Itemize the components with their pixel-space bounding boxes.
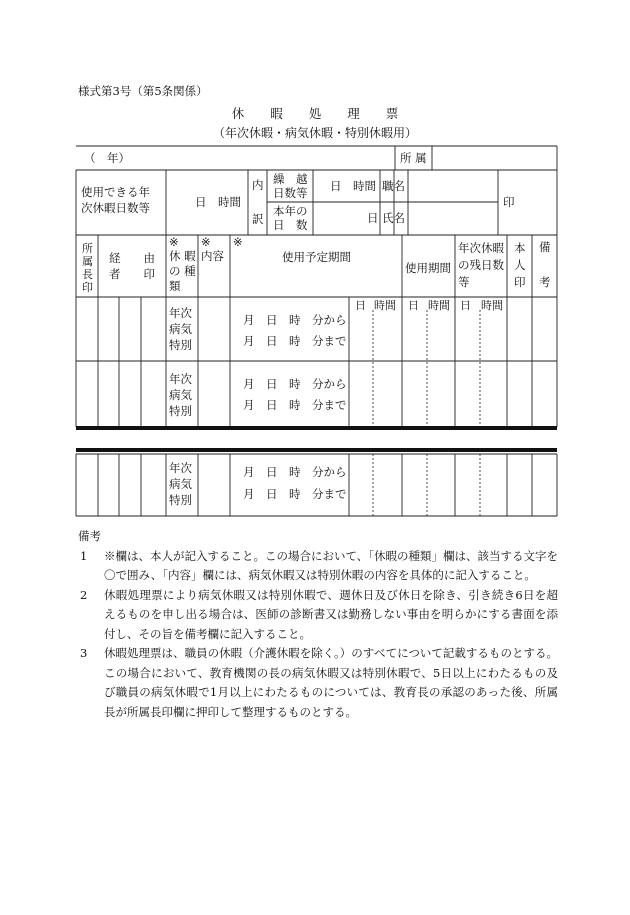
remain-day-sublabel: 日 bbox=[460, 299, 471, 312]
period-from: 月 日 時 分から bbox=[243, 313, 347, 327]
usable-days-label-1: 使用できる年 bbox=[81, 185, 150, 199]
leave-type-annual: 年次 bbox=[169, 372, 192, 386]
content-mark: ※ bbox=[201, 235, 211, 249]
leave-type-annual: 年次 bbox=[169, 461, 192, 475]
type-header-3: 類 bbox=[169, 279, 181, 293]
remaining-days-header-3: 等 bbox=[458, 275, 470, 289]
leave-type-sick: 病気 bbox=[169, 388, 192, 402]
leave-type-sick: 病気 bbox=[169, 477, 192, 491]
remarks-header-2: 考 bbox=[539, 275, 551, 289]
note-number: 1 bbox=[80, 548, 88, 563]
leave-type-sick: 病気 bbox=[169, 322, 192, 336]
planned-hour-sublabel: 時間 bbox=[374, 299, 396, 312]
leave-type-special: 特別 bbox=[169, 493, 192, 507]
type-header-1: 休 暇 bbox=[169, 249, 196, 263]
form-title: 休暇処理票 bbox=[231, 106, 425, 121]
dept-head-seal-header: 所属長印 bbox=[82, 242, 93, 294]
notes-title: 備考 bbox=[78, 529, 101, 543]
leave-type-special: 特別 bbox=[169, 404, 192, 418]
used-hour-sublabel: 時間 bbox=[428, 299, 450, 312]
period-to: 月 日 時 分まで bbox=[243, 334, 347, 348]
note-number: 2 bbox=[80, 587, 88, 602]
form-subtitle: （年次休暇・病気休暇・特別休暇用） bbox=[212, 126, 417, 140]
notes-section bbox=[78, 527, 558, 722]
form-label: 様式第3号（第5条関係） bbox=[78, 84, 208, 98]
current-year-label-1: 本年の bbox=[273, 204, 308, 218]
current-year-label-2: 日 数 bbox=[273, 218, 308, 232]
self-seal-header-1: 本 bbox=[514, 241, 526, 255]
period-to: 月 日 時 分まで bbox=[243, 487, 347, 501]
year-field: （ 年） bbox=[84, 151, 130, 165]
leave-type-special: 特別 bbox=[169, 338, 192, 352]
breakdown-label-2: 訳 bbox=[252, 212, 264, 226]
content-header: 内容 bbox=[201, 249, 224, 263]
period-mark: ※ bbox=[233, 235, 243, 249]
note-item bbox=[78, 586, 558, 645]
used-day-sublabel: 日 bbox=[408, 299, 419, 312]
type-mark: ※ bbox=[169, 235, 179, 249]
carryover-unit: 日 時間 bbox=[330, 179, 376, 193]
planned-period-header: 使用予定期間 bbox=[282, 250, 351, 264]
affiliation-label: 所 属 bbox=[400, 151, 427, 165]
note-item bbox=[78, 547, 558, 586]
usable-days-label-2: 次休暇日数等 bbox=[81, 201, 150, 215]
leave-type-annual: 年次 bbox=[169, 306, 192, 320]
remaining-days-header-1: 年次休暇 bbox=[458, 241, 504, 255]
current-year-unit: 日 bbox=[367, 211, 379, 225]
type-header-2: の 種 bbox=[169, 264, 196, 278]
period-from: 月 日 時 分から bbox=[243, 377, 347, 391]
remarks-header-1: 備 bbox=[539, 240, 551, 254]
period-to: 月 日 時 分まで bbox=[243, 398, 347, 412]
used-period-header: 使用期間 bbox=[405, 261, 451, 275]
carryover-label-2: 日数等 bbox=[273, 186, 308, 200]
name-label: 氏名 bbox=[382, 211, 405, 225]
remaining-days-header-2: の残日数 bbox=[458, 258, 504, 272]
note-text: ※欄は、本人が記入すること。この場合において、「休暇の種類」欄は、該当する文字を〇で囲み、「内容」欄には、病気休暇又は特別休暇の内容を具体的に記入すること。 bbox=[104, 548, 559, 582]
period-from: 月 日 時 分から bbox=[243, 465, 347, 479]
carryover-label-1: 繰 越 bbox=[273, 172, 308, 186]
processor-header-2: 者 印 bbox=[109, 267, 155, 281]
note-text: 休暇処理票は、職員の休暇（介護休暇を除く。）のすべてについて記載するものとする。この場合において、教育機関の長の病気休暇又は特別休暇で、5日以上にわたるもの及び職員の病気休暇で1月以上にわたるものについては、教育長の承認のあった後、所属長が所属長印欄に押印して整理するものとする。 bbox=[104, 646, 558, 719]
note-number: 3 bbox=[80, 646, 88, 660]
self-seal-header-3: 印 bbox=[514, 275, 526, 289]
breakdown-label-1: 内 bbox=[252, 178, 264, 192]
planned-day-sublabel: 日 bbox=[355, 299, 366, 312]
note-text: 休暇処理票により病気休暇又は特別休暇で、週休日及び休日を除き、引き続き6日を超えるものを申し出る場合は、医師の診断書又は勤務しない事由を明らかにする書面を添付し、その旨を備考欄に記入すること。 bbox=[104, 587, 558, 641]
seal-mark: 印 bbox=[503, 195, 515, 209]
position-label: 職名 bbox=[382, 179, 405, 193]
note-item bbox=[78, 644, 558, 722]
processor-header-1: 経 由 bbox=[109, 251, 155, 265]
self-seal-header-2: 人 bbox=[514, 258, 526, 272]
usable-days-unit: 日 時間 bbox=[195, 195, 241, 209]
remain-hour-sublabel: 時間 bbox=[481, 299, 503, 312]
